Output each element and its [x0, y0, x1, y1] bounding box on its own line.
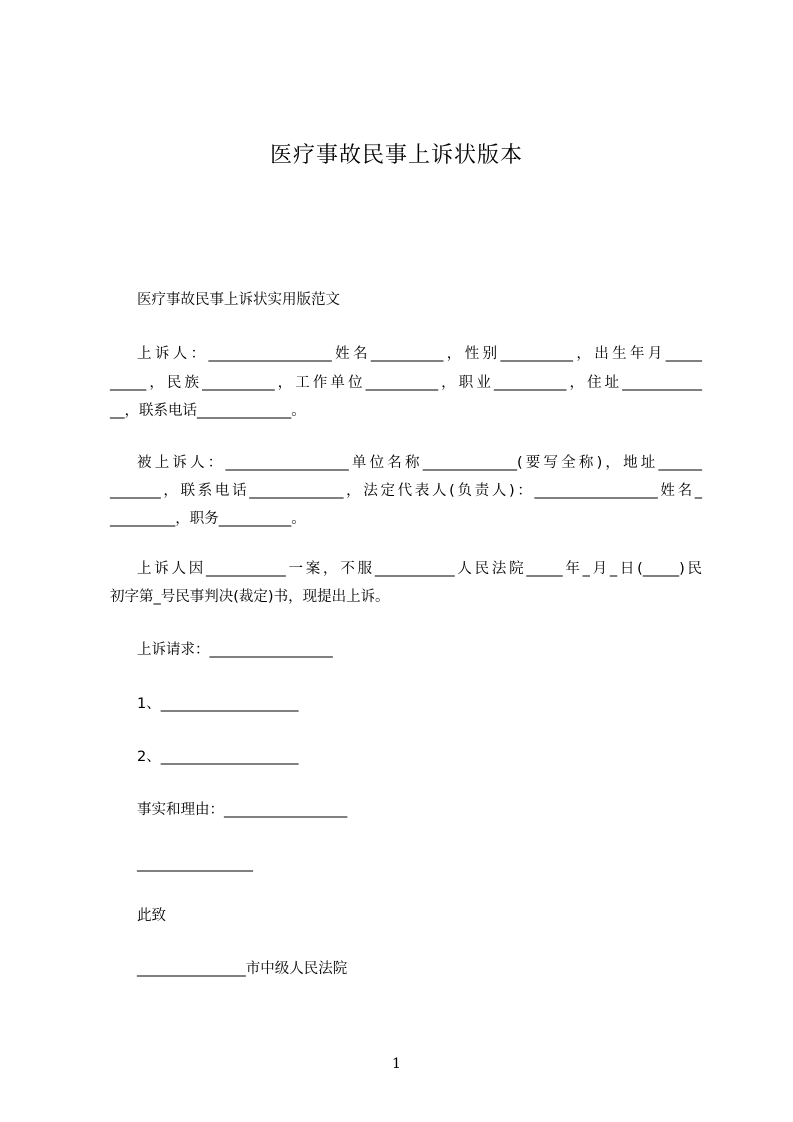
appellant-line-3: __，联系电话_____________。 — [110, 403, 306, 419]
request-item-1: 1、___________________ — [137, 696, 299, 712]
blank-fill-line: ________________ — [137, 856, 253, 872]
document-title: 医疗事故民事上诉状版本 — [269, 143, 523, 168]
greeting: 此致 — [137, 908, 166, 924]
facts-and-reasons: 事实和理由：_________________ — [137, 802, 348, 818]
document-subtitle: 医疗事故民事上诉状实用版范文 — [137, 292, 340, 308]
case-statement-line-1: 上诉人因___________一案，不服___________人民法院_____年_月_日(_____)民 — [137, 561, 702, 577]
court-name: _______________市中级人民法院 — [137, 961, 348, 977]
appellant-line-1: 上诉人：_________________姓名__________，性别__________，出生年月_____ — [137, 346, 702, 362]
case-statement-line-2: 初字第_号民事判决(裁定)书，现提出上诉。 — [110, 589, 390, 605]
appellee-line-3: _________，职务__________。 — [110, 511, 306, 527]
request-item-2: 2、___________________ — [137, 749, 299, 765]
appellee-line-1: 被上诉人：_________________单位名称_____________(要写全称)，地址______ — [137, 455, 702, 471]
appellee-line-2: _______，联系电话_____________，法定代表人(负责人)：_________________姓名_ — [110, 483, 702, 499]
appellant-line-2: _____，民族__________，工作单位__________，职业__________，住址___________ — [110, 375, 702, 391]
page-number: 1 — [392, 1056, 401, 1072]
appeal-request: 上诉请求：_________________ — [137, 642, 333, 658]
